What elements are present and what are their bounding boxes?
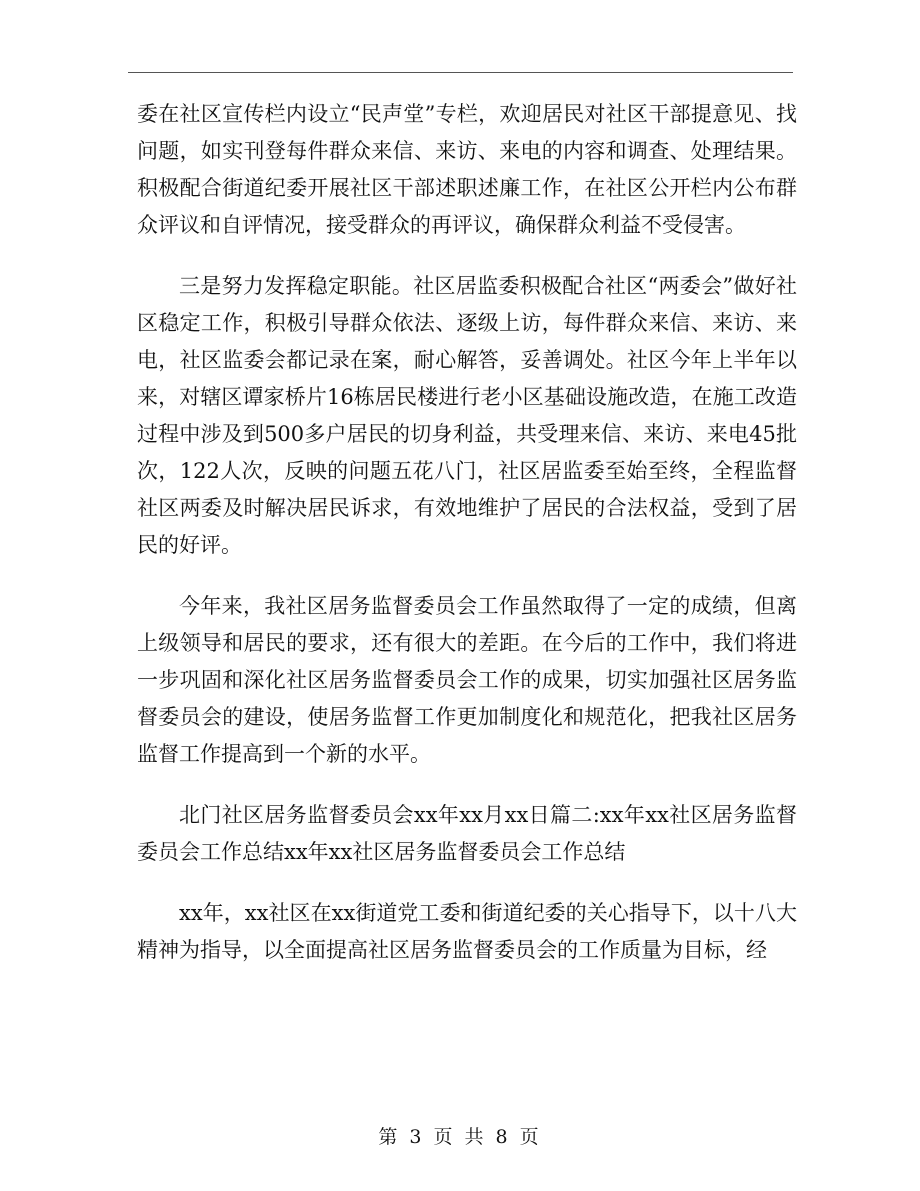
header-rule bbox=[128, 72, 793, 73]
paragraph-continuation: 委在社区宣传栏内设立“民声堂”专栏，欢迎居民对社区干部提意见、找问题，如实刊登每件群众来信、来访、来电的内容和调查、处理结果。积极配合街道纪委开展社区干部述职述廉工作，在社区公开栏内公布群众评议和自评情况，接受群众的再评议，确保群众利益不受侵害。 bbox=[137, 102, 797, 237]
paragraph-signature-title: 北门社区居务监督委员会xx年xx月xx日篇二:xx年xx社区居务监督委员会工作总结xx年xx社区居务监督委员会工作总结 bbox=[137, 803, 797, 864]
document-body bbox=[137, 96, 797, 969]
paragraph-outlook: 今年来，我社区居务监督委员会工作虽然取得了一定的成绩，但离上级领导和居民的要求，还有很大的差距。在今后的工作中，我们将进一步巩固和深化社区居务监督委员会工作的成果，切实加强社区居务监督委员会的建设，使居务监督工作更加制度化和规范化，把我社区居务监督工作提高到一个新的水平。 bbox=[137, 594, 797, 766]
paragraph-stability: 三是努力发挥稳定职能。社区居监委积极配合社区“两委会”做好社区稳定工作，积极引导群众依法、逐级上访，每件群众来信、来访、来电，社区监委会都记录在案，耐心解答，妥善调处。社区今年上半年以来，对辖区谭家桥片16栋居民楼进行老小区基础设施改造，在施工改造过程中涉及到500多户居民的切身利益，共受理来信、来访、来电45批次，122人次，反映的问题五花八门，社区居监委至始至终，全程监督社区两委及时解决居民诉求，有效地维护了居民的合法权益，受到了居民的好评。 bbox=[137, 274, 797, 557]
paragraph-intro: xx年，xx社区在xx街道党工委和街道纪委的关心指导下，以十八大精神为指导，以全面提高社区居务监督委员会的工作质量为目标，经 bbox=[137, 901, 797, 962]
page-number-footer: 第 3 页 共 8 页 bbox=[378, 1126, 542, 1148]
